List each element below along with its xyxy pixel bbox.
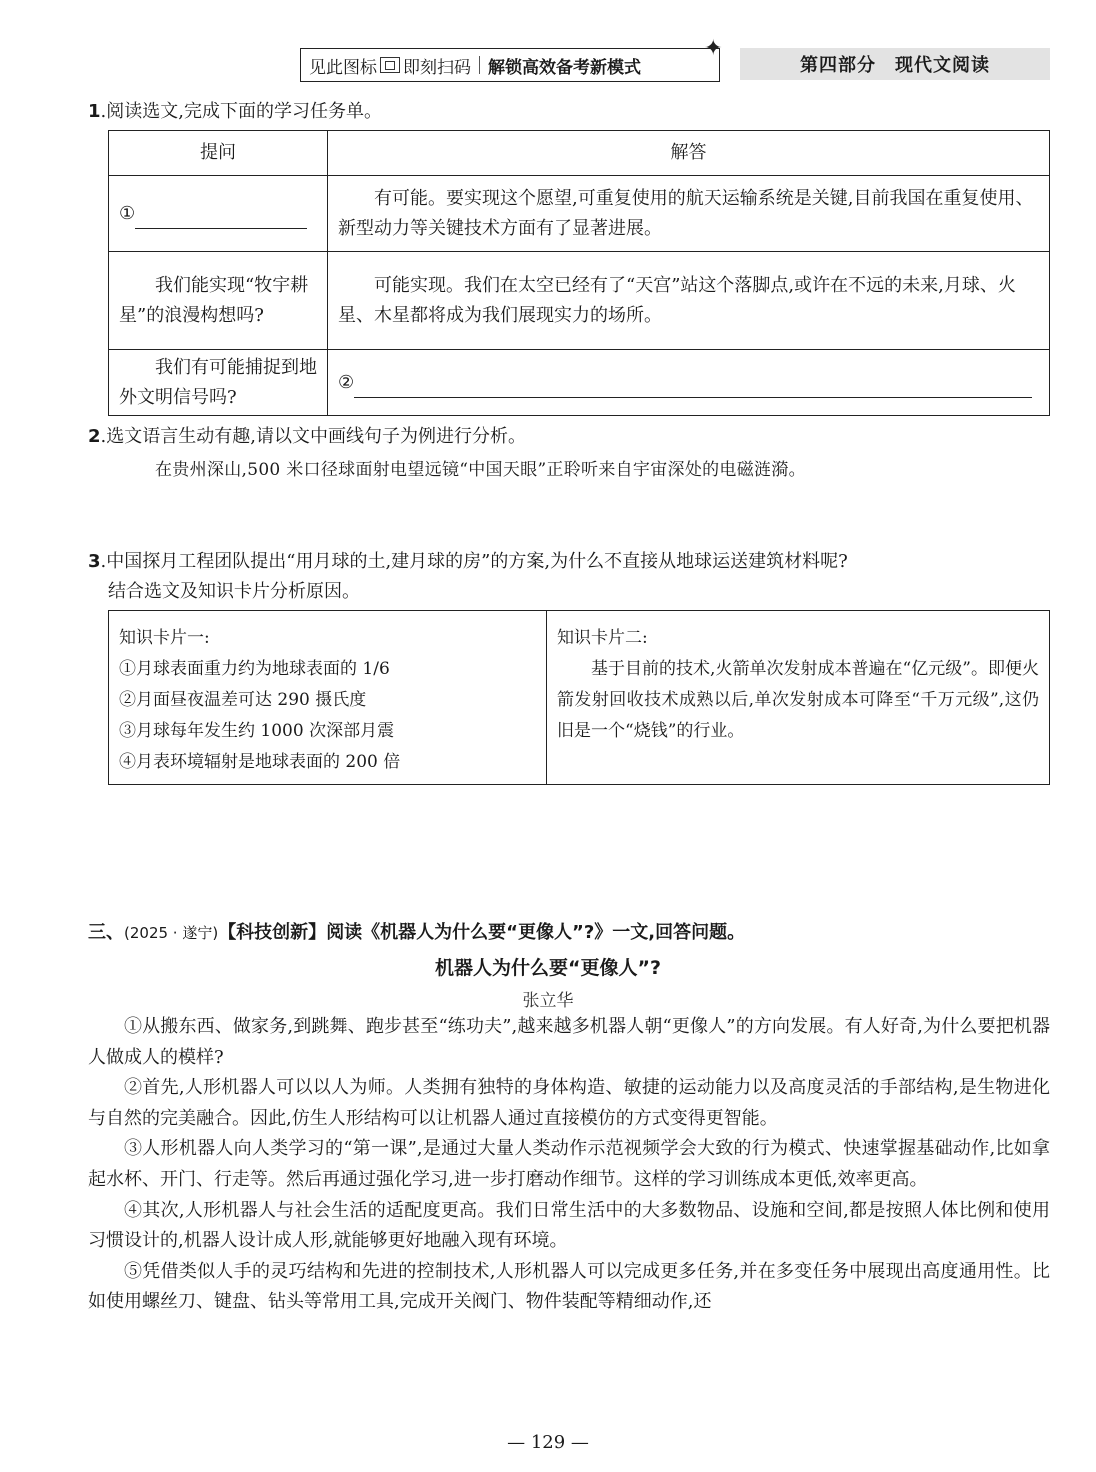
table-header-answer: 解答 bbox=[328, 131, 1050, 176]
card-1-item: ③月球每年发生约 1000 次深部月震 bbox=[119, 721, 395, 741]
card-2-title: 知识卡片二: bbox=[557, 628, 648, 648]
question-3-text-line1: .中国探月工程团队提出“用月球的土,建月球的房”的方案,为什么不直接从地球运送建筑材料呢? bbox=[100, 551, 848, 572]
header-scan-prefix: 见此图标 bbox=[309, 57, 377, 78]
table-row-2-answer: 可能实现。我们在太空已经有了“天宫”站这个落脚点,或许在不远的未来,月球、火星、木星都将成为我们展现实力的场所。 bbox=[328, 252, 1050, 350]
blank-marker-1: ① bbox=[119, 202, 136, 224]
table-row-3-question: 我们有可能捕捉到地外文明信号吗? bbox=[109, 350, 328, 416]
section-3-prefix: 三、 bbox=[88, 922, 124, 943]
article-paragraph: ⑤凭借类似人手的灵巧结构和先进的控制技术,人形机器人可以完成更多任务,并在多变任务中展现出高度通用性。比如使用螺丝刀、键盘、钻头等常用工具,完成开关阀门、物件装配等精细动作,还 bbox=[88, 1260, 1050, 1313]
article-body bbox=[88, 1012, 1050, 1318]
table-row-3-answer bbox=[328, 350, 1050, 416]
article-title: 机器人为什么要“更像人”? bbox=[435, 957, 661, 979]
question-2-number: 2 bbox=[88, 426, 101, 447]
question-1 bbox=[88, 98, 382, 126]
card-1-item: ④月表环境辐射是地球表面的 200 倍 bbox=[119, 752, 401, 772]
section-3-instruction: 阅读《机器人为什么要“更像人”?》一文,回答问题。 bbox=[326, 922, 746, 943]
card-1-item: ②月面昼夜温差可达 290 摄氏度 bbox=[119, 690, 367, 710]
table-row-1-question bbox=[109, 176, 328, 252]
blank-marker-2: ② bbox=[338, 371, 355, 393]
question-1-number: 1 bbox=[88, 101, 101, 122]
answer-blank-1[interactable] bbox=[135, 206, 307, 229]
knowledge-card-1 bbox=[109, 611, 547, 784]
table-row-1-answer: 有可能。要实现这个愿望,可重复使用的航天运输系统是关键,目前我国在重复使用、新型动力等关键技术方面有了显著进展。 bbox=[328, 176, 1050, 252]
section-3-tag: 【科技创新】 bbox=[218, 922, 327, 943]
question-3-text-line2: 结合选文及知识卡片分析原因。 bbox=[108, 581, 360, 602]
card-2-text: 基于目前的技术,火箭单次发射成本普遍在“亿元级”。即便火箭发射回收技术成熟以后,单次发射成本可降至“千万元级”,这仍旧是一个“烧钱”的行业。 bbox=[557, 659, 1039, 741]
underlined-sentence: 在贵州深山,500 米口径球面射电望远镜“中国天眼”正聆听来自宇宙深处的电磁涟漪。 bbox=[155, 460, 806, 480]
task-table bbox=[108, 130, 1050, 416]
header-scan-mid: 即刻扫码 bbox=[403, 57, 471, 78]
article-paragraph: ①从搬东西、做家务,到跳舞、跑步甚至“练功夫”,越来越多机器人朝“更像人”的方向发展。有人好奇,为什么要把机器人做成人的模样? bbox=[88, 1016, 1050, 1068]
sparkle-icon: ✦ bbox=[704, 36, 723, 61]
question-3-number: 3 bbox=[88, 551, 101, 572]
knowledge-card-2 bbox=[547, 611, 1049, 784]
article-paragraph: ③人形机器人向人类学习的“第一课”,是通过大量人类动作示范视频学会大致的行为模式、快速掌握基础动作,比如拿起水杯、开门、行走等。然后再通过强化学习,进一步打磨动作细节。这样的学习训练成本更低,效率更高。 bbox=[88, 1138, 1050, 1190]
section-3-heading bbox=[88, 918, 745, 944]
question-2 bbox=[88, 423, 526, 451]
header-divider bbox=[479, 56, 480, 74]
article-author: 张立华 bbox=[522, 991, 574, 1011]
card-1-title: 知识卡片一: bbox=[119, 628, 210, 648]
answer-blank-2[interactable] bbox=[354, 375, 1032, 398]
table-header-question: 提问 bbox=[109, 131, 328, 176]
section-3-source: (2025 · 遂宁) bbox=[124, 924, 219, 942]
page-number: — 129 — bbox=[507, 1432, 589, 1453]
header-scan-slogan: 解锁高效备考新模式 bbox=[488, 57, 641, 78]
question-2-text: .选文语言生动有趣,请以文中画线句子为例进行分析。 bbox=[100, 426, 526, 447]
question-1-text: .阅读选文,完成下面的学习任务单。 bbox=[100, 101, 382, 122]
scan-code-icon bbox=[380, 57, 400, 73]
article-paragraph: ④其次,人形机器人与社会生活的适配度更高。我们日常生活中的大多数物品、设施和空间,都是按照人体比例和使用习惯设计的,机器人设计成人形,就能够更好地融入现有环境。 bbox=[88, 1199, 1050, 1252]
knowledge-cards bbox=[108, 610, 1050, 785]
table-row-2-question: 我们能实现“牧宇耕星”的浪漫构想吗? bbox=[109, 252, 328, 350]
question-3 bbox=[88, 548, 848, 576]
header-scan-banner bbox=[300, 48, 720, 82]
card-1-item: ①月球表面重力约为地球表面的 1/6 bbox=[119, 659, 390, 679]
article-paragraph: ②首先,人形机器人可以以人为师。人类拥有独特的身体构造、敏捷的运动能力以及高度灵活的手部结构,是生物进化与自然的完美融合。因此,仿生人形结构可以让机器人通过直接模仿的方式变得更智能。 bbox=[88, 1077, 1050, 1129]
section-header: 第四部分 现代文阅读 bbox=[740, 48, 1050, 80]
